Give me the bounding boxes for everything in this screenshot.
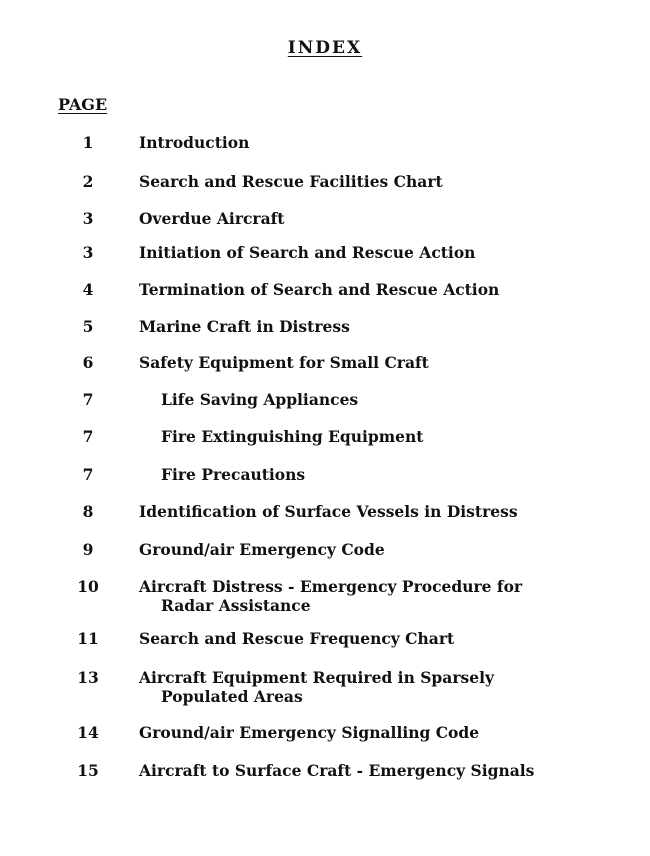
entry-title-line: Aircraft Distress - Emergency Procedure for bbox=[139, 577, 523, 596]
entry-title: Marine Craft in Distress bbox=[139, 317, 350, 336]
page-column-heading: PAGE bbox=[58, 95, 108, 114]
entry-page-number: 2 bbox=[82, 172, 94, 191]
entry-page-number: 14 bbox=[77, 723, 99, 742]
entry-title: Introduction bbox=[139, 133, 250, 152]
entry-page-number: 4 bbox=[82, 280, 94, 299]
entry-page-number: 6 bbox=[82, 353, 94, 372]
entry-title: Aircraft to Surface Craft - Emergency Signals bbox=[139, 761, 535, 780]
entry-title: Termination of Search and Rescue Action bbox=[139, 280, 500, 299]
entry-title: Search and Rescue Frequency Chart bbox=[139, 629, 455, 648]
entry-title: Safety Equipment for Small Craft bbox=[139, 353, 429, 372]
entry-page-number: 3 bbox=[82, 209, 94, 228]
entry-title bbox=[139, 577, 609, 615]
entry-page-number: 11 bbox=[77, 629, 99, 648]
entry-page-number: 5 bbox=[82, 317, 94, 336]
entry-page-number: 10 bbox=[77, 577, 99, 596]
entry-title: Search and Rescue Facilities Chart bbox=[139, 172, 443, 191]
entry-title: Ground/air Emergency Code bbox=[139, 540, 385, 559]
entry-title: Initiation of Search and Rescue Action bbox=[139, 243, 476, 262]
page-title: INDEX bbox=[287, 38, 363, 58]
entry-title-line: Aircraft Equipment Required in Sparsely bbox=[139, 668, 494, 687]
entry-page-number: 7 bbox=[82, 427, 94, 446]
entry-title: Ground/air Emergency Signalling Code bbox=[139, 723, 480, 742]
entry-page-number: 3 bbox=[82, 243, 94, 262]
entry-title-continuation: Populated Areas bbox=[161, 687, 303, 706]
entry-page-number: 8 bbox=[82, 502, 94, 521]
entry-page-number: 7 bbox=[82, 465, 94, 484]
entry-title: Overdue Aircraft bbox=[139, 209, 285, 228]
entry-title: Identification of Surface Vessels in Distress bbox=[139, 502, 518, 521]
entry-page-number: 7 bbox=[82, 390, 94, 409]
entry-page-number: 13 bbox=[77, 668, 99, 687]
entry-page-number: 9 bbox=[82, 540, 94, 559]
entry-title: Fire Precautions bbox=[161, 465, 306, 484]
entry-page-number: 1 bbox=[82, 133, 94, 152]
entry-page-number: 15 bbox=[77, 761, 99, 780]
entry-title bbox=[139, 668, 609, 706]
entry-title: Fire Extinguishing Equipment bbox=[161, 427, 424, 446]
entry-title: Life Saving Appliances bbox=[161, 390, 359, 409]
entry-title-continuation: Radar Assistance bbox=[161, 596, 311, 615]
